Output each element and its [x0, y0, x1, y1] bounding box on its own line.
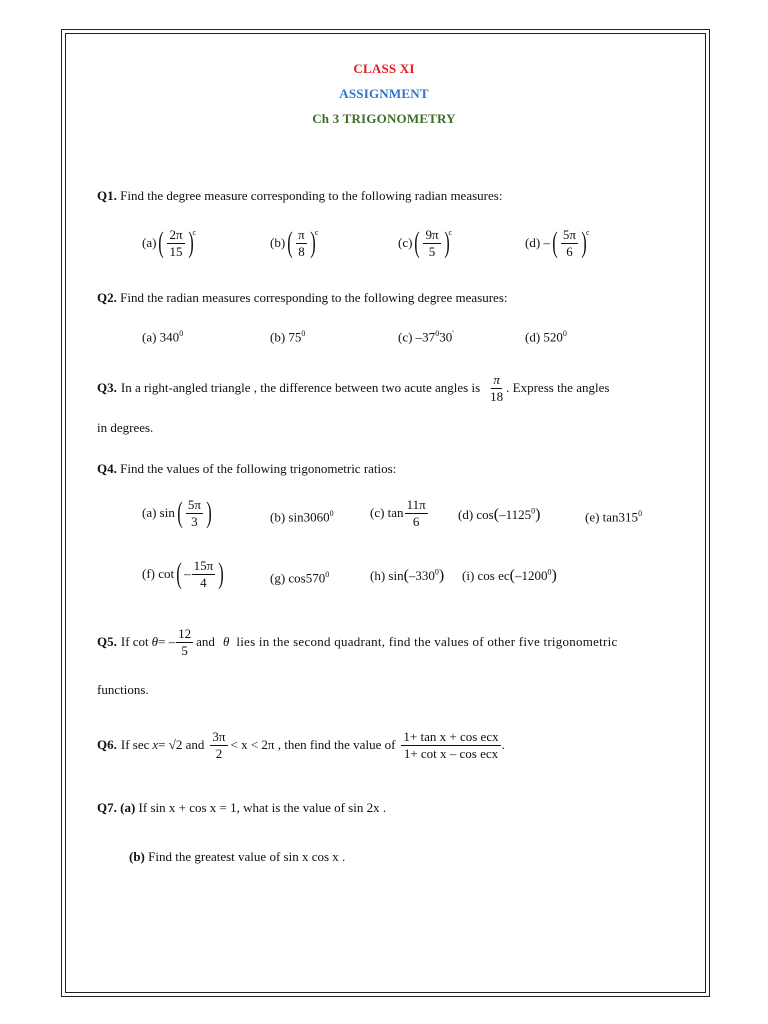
assignment-title: ASSIGNMENT	[339, 86, 429, 101]
q1-option-c-fraction	[423, 228, 440, 258]
q6-period: .	[501, 737, 505, 753]
q5-if: If cot	[120, 634, 149, 650]
question-5	[97, 627, 618, 657]
q2-c-text: (c) –37	[398, 329, 436, 345]
q4-g-text: (g) cos570	[270, 570, 326, 586]
q7-b-label: (b)	[129, 849, 145, 864]
q4-i-inner: –1200	[514, 568, 548, 583]
q4-option-b	[270, 509, 334, 525]
q2-b-sup: 0	[301, 329, 306, 338]
q4-c-denominator: 6	[412, 513, 420, 529]
q6-expr-numerator: 1+ tan x + cos ecx	[403, 729, 499, 744]
q1-option-a-fraction	[167, 228, 184, 258]
q4-f-sign: –	[184, 566, 191, 582]
q4-a-tag: (a) sin	[142, 505, 175, 521]
q4-option-f: (f) cot ( – $\frac{15\pi}{4}$ )	[142, 557, 224, 591]
question-2-text: Find the radian measures corresponding to the following degree measures:	[120, 290, 508, 305]
q4-option-g	[270, 570, 329, 586]
q4-option-a: (a) sin ( $\frac{5\pi}{3}$ )	[142, 496, 212, 530]
q6-expr-denominator: 1+ cot x – cos ecx	[403, 745, 499, 761]
question-7a	[97, 800, 386, 816]
q4-option-e	[585, 509, 642, 525]
q1-b-superscript: c	[314, 228, 319, 237]
q4-f-denominator: 4	[200, 574, 207, 590]
q6-denominator: 2	[215, 745, 223, 761]
q5-rest: lies in the second quadrant, find the values of other five trigonometric	[236, 634, 618, 650]
q1-b-numerator: π	[298, 227, 305, 242]
q1-a-denominator: 15	[169, 243, 183, 259]
q4-h-inner: –330	[408, 568, 435, 583]
question-4-label: Q4.	[97, 461, 117, 476]
q1-a-superscript: c	[192, 228, 197, 237]
q6-numerator: 3π	[212, 729, 226, 744]
q5-theta-2: θ	[222, 634, 230, 650]
q4-h-tag: (h) sin	[370, 568, 404, 583]
q1-d-superscript: c	[586, 228, 590, 237]
q2-a-text: (a) 340	[142, 329, 180, 345]
question-3	[97, 373, 609, 403]
question-5-line2: functions.	[97, 682, 149, 697]
question-4	[97, 461, 396, 477]
q4-a-denominator: 3	[191, 513, 198, 529]
q1-c-denominator: 5	[428, 243, 436, 259]
q4-a-fraction	[186, 498, 203, 528]
q4-option-i: (i) cos ec(–1200$^0$)	[462, 567, 557, 584]
q4-c-numerator: 11π	[406, 497, 426, 512]
q3-fraction	[488, 373, 505, 403]
question-3-line2: in degrees.	[97, 420, 154, 435]
q4-option-c	[370, 498, 429, 528]
question-1-text: Find the degree measure corresponding to the following radian measures:	[120, 188, 503, 203]
q1-d-numerator: 5π	[562, 227, 576, 242]
q4-i-tag: (i) cos ec	[462, 568, 510, 583]
q4-a-numerator: 5π	[187, 497, 201, 512]
q2-d-sup: 0	[562, 329, 567, 338]
q6-expression-fraction	[401, 730, 500, 760]
q1-option-b-fraction	[296, 228, 307, 258]
q4-f-numerator: 15π	[193, 558, 214, 573]
q1-d-denominator: 6	[566, 243, 573, 259]
q2-a-sup: 0	[179, 329, 184, 338]
q4-option-d: (d) cos(–1125$^0$)	[458, 506, 541, 523]
question-2-label: Q2.	[97, 290, 117, 305]
q4-c-fraction	[405, 498, 428, 528]
q1-option-a-tag: (a)	[142, 235, 157, 251]
q4-g-sup: 0	[325, 570, 330, 579]
q2-option-a	[142, 329, 183, 345]
question-6	[97, 730, 505, 760]
q7-b-text: Find the greatest value of sin x cos x .	[148, 849, 346, 864]
question-6-label: Q6.	[97, 737, 117, 753]
q1-option-b: (b) ( $\frac{\pi}{8}$ ) c	[270, 226, 319, 260]
q2-d-text: (d) 520	[525, 329, 563, 345]
q6-x: x	[152, 737, 159, 753]
q5-theta: θ	[151, 634, 159, 650]
q1-option-d-tag: (d) –	[525, 235, 550, 251]
q4-d-tag: (d) cos	[458, 507, 494, 522]
q2-b-text: (b) 75	[270, 329, 302, 345]
question-7-label: Q7.	[97, 800, 117, 815]
q4-e-text: (e) tan315	[585, 509, 639, 525]
question-5-label: Q5.	[97, 634, 117, 650]
q2-option-d	[525, 329, 567, 345]
q2-c-rest: 30	[439, 329, 453, 345]
q1-a-numerator: 2π	[169, 227, 183, 242]
q4-b-sup: 0	[329, 509, 334, 518]
q1-c-superscript: c	[448, 228, 453, 237]
q1-option-c-tag: (c)	[398, 235, 413, 251]
q6-if: If sec	[120, 737, 150, 753]
q1-b-denominator: 8	[298, 243, 305, 259]
question-2	[97, 290, 507, 306]
q4-option-h: (h) $\sin(-330^0)$	[370, 567, 445, 584]
q4-d-inner: –1125	[499, 507, 532, 522]
q3-denominator: 18	[490, 388, 504, 404]
q3-numerator: π	[493, 372, 500, 387]
question-1-label: Q1.	[97, 188, 117, 203]
q1-option-d-fraction	[561, 228, 578, 258]
q4-c-tag: (c) tan	[370, 505, 404, 521]
q4-d-sup: 0	[531, 506, 536, 516]
q1-option-d: (d) – ( $\frac{5\pi}{6}$ ) c	[525, 226, 590, 260]
q2-c-sup2: '	[452, 329, 454, 338]
q7-a-text: If sin x + cos x = 1, what is the value of sin 2x .	[138, 800, 387, 815]
question-1	[97, 188, 502, 204]
q5-eq: = –	[158, 634, 176, 650]
q1-option-a: (a) ( $\frac{2\pi}{15}$ ) c	[142, 226, 197, 260]
q2-c-sup: 0	[435, 329, 440, 338]
q4-f-tag: (f) cot	[142, 566, 175, 582]
question-3-text: In a right-angled triangle , the difference between two acute angles is	[120, 380, 481, 396]
q4-h-sup: 0	[434, 567, 439, 577]
question-3-label: Q3.	[97, 380, 117, 396]
question-3-text-after: . Express the angles	[506, 380, 610, 396]
q5-and: and	[196, 634, 215, 650]
class-title: CLASS XI	[353, 61, 415, 76]
question-4-text: Find the values of the following trigonometric ratios:	[120, 461, 397, 476]
q7-a-label: (a)	[120, 800, 136, 815]
q1-c-numerator: 9π	[425, 227, 439, 242]
q5-numerator: 12	[178, 626, 192, 641]
chapter-title: Ch 3 TRIGONOMETRY	[312, 111, 456, 126]
q1-option-b-tag: (b)	[270, 235, 286, 251]
q6-eq: = √2 and	[158, 737, 205, 753]
q4-f-fraction	[192, 559, 216, 589]
q4-i-sup: 0	[547, 567, 552, 577]
q6-range: < x < 2π , then find the value of	[230, 737, 396, 753]
question-7b	[129, 849, 345, 865]
q6-range-fraction	[210, 730, 227, 760]
q1-option-c: (c) ( $\frac{9\pi}{5}$ ) c	[398, 226, 453, 260]
q5-denominator: 5	[181, 642, 188, 658]
q4-e-sup: 0	[638, 509, 643, 518]
q2-option-b	[270, 329, 305, 345]
q5-fraction	[176, 627, 193, 657]
q2-option-c	[398, 329, 454, 345]
q4-b-text: (b) sin3060	[270, 509, 330, 525]
